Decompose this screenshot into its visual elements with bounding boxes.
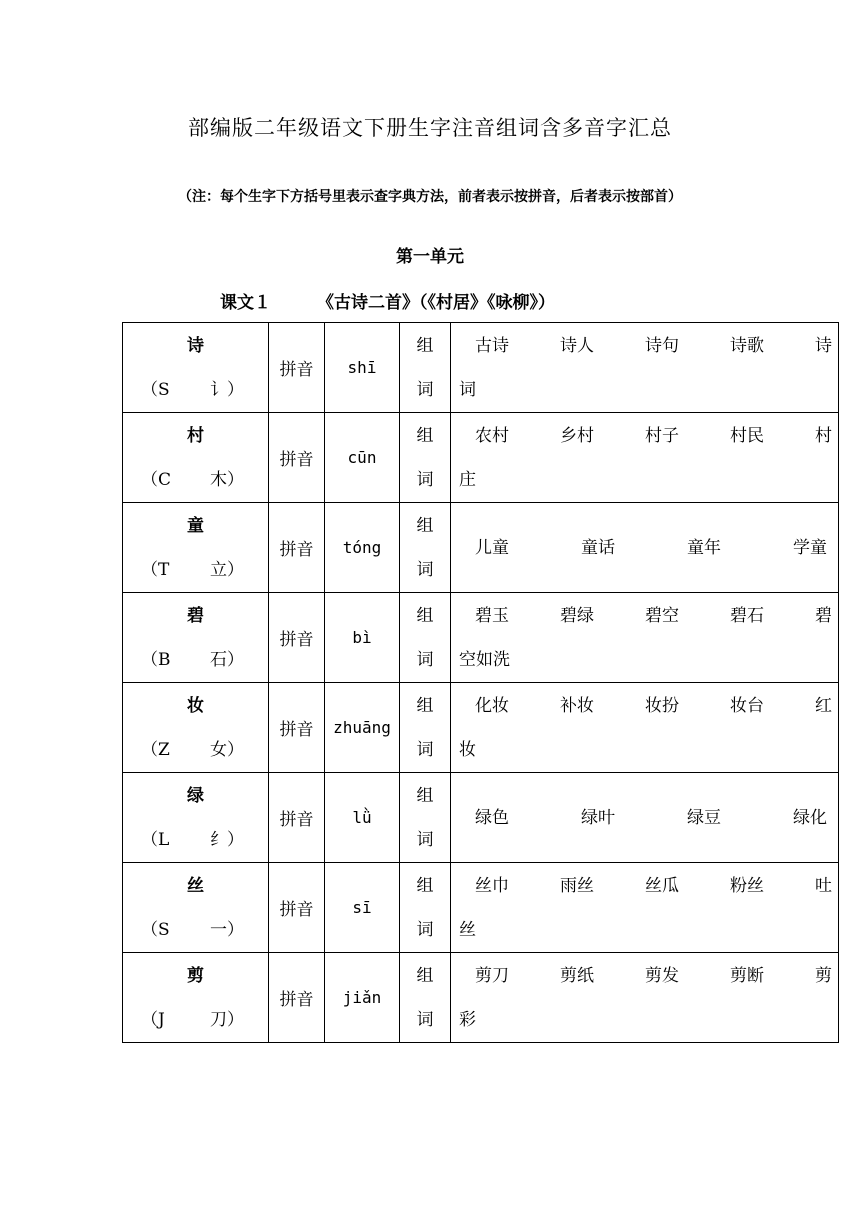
word-group-label: 组 词 xyxy=(400,953,451,1043)
radical: 讠） xyxy=(210,379,244,400)
character: 绿 xyxy=(187,785,204,806)
pinyin-value: lǜ xyxy=(325,773,400,863)
word-group-label: 组 词 xyxy=(400,683,451,773)
radical: 石） xyxy=(210,649,244,670)
word-list xyxy=(451,593,839,683)
word-item: 村民 xyxy=(730,425,764,446)
character: 村 xyxy=(187,425,204,446)
char-cell xyxy=(123,593,269,683)
word-item: 绿豆 xyxy=(687,807,721,828)
character: 诗 xyxy=(187,335,204,356)
word-item: 诗歌 xyxy=(730,335,764,356)
word-group-label: 组 词 xyxy=(400,413,451,503)
pinyin-initial: （T xyxy=(141,559,170,580)
pinyin-label: 拼音 xyxy=(269,863,325,953)
word-list xyxy=(451,683,839,773)
word-group-label: 组 词 xyxy=(400,863,451,953)
pinyin-value: tóng xyxy=(325,503,400,593)
word-continuation: 空如洗 xyxy=(459,649,510,670)
word-group-label: 组 词 xyxy=(400,323,451,413)
character: 童 xyxy=(187,515,204,536)
word-item: 碧 xyxy=(815,605,832,626)
pinyin-value: sī xyxy=(325,863,400,953)
table-row xyxy=(123,593,839,683)
word-item: 粉丝 xyxy=(730,875,764,896)
word-item: 学童 xyxy=(793,537,827,558)
word-item: 诗 xyxy=(815,335,832,356)
lookup-note: （注：每个生字下方括号里表示查字典方法，前者表示按拼音，后者表示按部首） xyxy=(178,189,682,205)
word-group-label: 组 词 xyxy=(400,593,451,683)
lookup-index xyxy=(123,908,268,952)
pinyin-initial: （S xyxy=(141,919,170,940)
word-item: 乡村 xyxy=(560,425,594,446)
word-group-label: 组 词 xyxy=(400,773,451,863)
pinyin-initial: （B xyxy=(141,649,171,670)
word-item: 雨丝 xyxy=(560,875,594,896)
pinyin-value: zhuāng xyxy=(325,683,400,773)
char-cell xyxy=(123,503,269,593)
word-list xyxy=(451,773,839,863)
word-continuation: 词 xyxy=(459,379,476,400)
word-item: 剪刀 xyxy=(475,965,509,986)
word-item: 碧空 xyxy=(645,605,679,626)
character-table xyxy=(122,322,839,1043)
pinyin-label: 拼音 xyxy=(269,323,325,413)
character: 妆 xyxy=(187,695,204,716)
char-cell xyxy=(123,863,269,953)
word-item: 丝瓜 xyxy=(645,875,679,896)
lookup-index xyxy=(123,998,268,1042)
word-item: 童话 xyxy=(581,537,615,558)
word-group-label: 组 词 xyxy=(400,503,451,593)
lesson-title: 《古诗二首》（《村居》《咏柳》） xyxy=(317,293,555,313)
word-list xyxy=(451,953,839,1043)
word-continuation: 庄 xyxy=(459,469,476,490)
pinyin-initial: （L xyxy=(141,829,170,850)
lookup-index xyxy=(123,818,268,862)
word-item: 红 xyxy=(815,695,832,716)
pinyin-value: shī xyxy=(325,323,400,413)
word-item: 妆台 xyxy=(730,695,764,716)
word-item: 丝巾 xyxy=(475,875,509,896)
word-list xyxy=(451,863,839,953)
radical: 一） xyxy=(210,919,244,940)
table-row xyxy=(123,863,839,953)
table-row xyxy=(123,323,839,413)
word-item: 化妆 xyxy=(475,695,509,716)
pinyin-label: 拼音 xyxy=(269,773,325,863)
radical: 木） xyxy=(210,469,244,490)
pinyin-value: cūn xyxy=(325,413,400,503)
word-item: 剪纸 xyxy=(560,965,594,986)
pinyin-label: 拼音 xyxy=(269,413,325,503)
radical: 刀） xyxy=(210,1009,244,1030)
pinyin-label: 拼音 xyxy=(269,593,325,683)
radical: 立） xyxy=(210,559,244,580)
word-item: 碧绿 xyxy=(560,605,594,626)
word-item: 诗句 xyxy=(645,335,679,356)
word-continuation: 彩 xyxy=(459,1009,476,1030)
character-table-body xyxy=(123,323,839,1043)
pinyin-value: jiǎn xyxy=(325,953,400,1043)
word-continuation: 丝 xyxy=(459,919,476,940)
word-continuation: 妆 xyxy=(459,739,476,760)
lookup-index xyxy=(123,458,268,502)
table-row xyxy=(123,503,839,593)
char-cell xyxy=(123,413,269,503)
pinyin-initial: （C xyxy=(141,469,172,490)
pinyin-initial: （Z xyxy=(141,739,170,760)
word-item: 碧玉 xyxy=(475,605,509,626)
word-item: 农村 xyxy=(475,425,509,446)
word-item: 村 xyxy=(815,425,832,446)
lesson-heading xyxy=(220,288,555,313)
word-item: 碧石 xyxy=(730,605,764,626)
pinyin-label: 拼音 xyxy=(269,953,325,1043)
character: 丝 xyxy=(187,875,204,896)
char-cell xyxy=(123,683,269,773)
pinyin-label: 拼音 xyxy=(269,683,325,773)
word-item: 古诗 xyxy=(475,335,509,356)
word-list xyxy=(451,323,839,413)
word-item: 绿化 xyxy=(793,807,827,828)
char-cell xyxy=(123,953,269,1043)
radical: 女） xyxy=(210,739,244,760)
character: 碧 xyxy=(187,605,204,626)
radical: 纟） xyxy=(210,829,244,850)
word-item: 剪 xyxy=(815,965,832,986)
word-item: 剪发 xyxy=(645,965,679,986)
table-row xyxy=(123,953,839,1043)
char-cell xyxy=(123,323,269,413)
word-item: 绿色 xyxy=(475,807,509,828)
word-list xyxy=(451,413,839,503)
word-item: 村子 xyxy=(645,425,679,446)
word-item: 绿叶 xyxy=(581,807,615,828)
table-row xyxy=(123,773,839,863)
lookup-index xyxy=(123,728,268,772)
word-item: 剪断 xyxy=(730,965,764,986)
table-row xyxy=(123,413,839,503)
pinyin-initial: （J xyxy=(141,1009,165,1030)
word-list xyxy=(451,503,839,593)
word-item: 吐 xyxy=(815,875,832,896)
word-item: 诗人 xyxy=(560,335,594,356)
lookup-index xyxy=(123,638,268,682)
pinyin-initial: （S xyxy=(141,379,170,400)
pinyin-label: 拼音 xyxy=(269,503,325,593)
word-item: 补妆 xyxy=(560,695,594,716)
word-item: 儿童 xyxy=(475,537,509,558)
lookup-index xyxy=(123,368,268,412)
word-item: 童年 xyxy=(687,537,721,558)
word-item: 妆扮 xyxy=(645,695,679,716)
table-row xyxy=(123,683,839,773)
character: 剪 xyxy=(187,965,204,986)
pinyin-value: bì xyxy=(325,593,400,683)
unit-heading: 第一单元 xyxy=(396,247,464,267)
char-cell xyxy=(123,773,269,863)
document-title: 部编版二年级语文下册生字注音组词含多音字汇总 xyxy=(188,116,672,140)
lesson-number: 课文１ xyxy=(220,293,271,313)
lookup-index xyxy=(123,548,268,592)
